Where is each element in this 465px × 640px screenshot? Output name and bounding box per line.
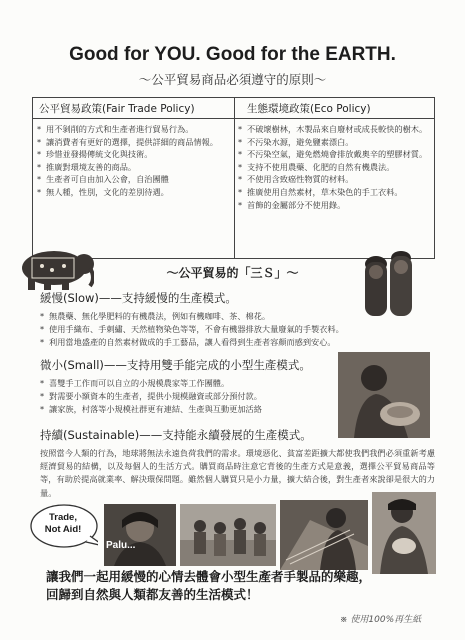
list-item: * 讓消費者有更好的選擇，提供詳細的商品情報。 xyxy=(37,136,231,149)
handwritten-note: ※ 使用100%再生紙 xyxy=(340,615,422,625)
list-item: * 無農藥、無化學肥料的有機農法，例如有機咖啡、茶、棉花。 xyxy=(40,310,344,323)
fair-trade-policy-heading: 公平貿易政策(Fair Trade Policy) xyxy=(39,103,195,115)
list-item: * 不使用含致癌性物質的材料。 xyxy=(238,173,433,186)
list-item: * 不破壞樹林，木製品來自廢材或成長較快的樹木。 xyxy=(238,123,433,136)
slogan xyxy=(46,568,426,604)
list-item: * 無人種，性別，文化的差別待遇。 xyxy=(37,186,231,199)
policy-table xyxy=(32,97,435,259)
sustainable-paragraph: 按照當今人類的行為，地球將無法永遠負荷我們的需求。環境惡化、貧富差距擴大都使我們我們必須重新考慮經濟貿易的結構，以及每個人的生活方式。購買商品時注意它背後的生產方式是意義，選擇公平貿易商品等等，有助於提高就業率、解決環保問題。雖然個人購買只是小力量，擴大結合後，對生產者來說卻是很大的力量。 xyxy=(40,448,435,498)
photo-caption: Palu... xyxy=(106,540,136,551)
list-item: * 不污染空氣，避免燃燒會排放戴奧辛的塑膠材質。 xyxy=(238,148,433,161)
list-item: * 生產者可自由加入公會，自治團體 xyxy=(37,173,231,186)
slogan-line-1: 讓我們一起用緩慢的心情去體會小型生產者手製品的樂趣， xyxy=(46,569,372,584)
page-subtitle: ～公平貿易商品必須遵守的原則～ xyxy=(138,72,327,87)
list-item: * 推廣對環境友善的商品。 xyxy=(37,161,231,174)
trade-not-aid-text: Trade, Not Aid! xyxy=(44,512,82,535)
list-item: * 推廣使用自然素材，草木染色的手工衣料。 xyxy=(238,186,433,199)
three-s-heading: ～公平貿易的「三Ｓ」～ xyxy=(166,266,299,280)
fair-trade-policy-list xyxy=(37,123,231,199)
list-item: * 對需要小額資本的生產者，提供小規模融資或部分預付款。 xyxy=(40,390,262,403)
eco-policy-heading: 生態環境政策(Eco Policy) xyxy=(247,103,371,115)
woman-portrait-photo xyxy=(104,504,176,566)
slow-heading: 緩慢(Slow)——支持緩慢的生產模式。 xyxy=(40,291,237,305)
table-divider-vertical xyxy=(234,98,235,258)
slogan-line-2: 回歸到自然與人類都友善的生活模式！ xyxy=(46,587,259,602)
table-divider-horizontal xyxy=(33,118,434,119)
sustainable-heading: 持續(Sustainable)——支持能永續發展的生產模式。 xyxy=(40,428,312,442)
list-item: * 首飾的金屬部分不使用錄。 xyxy=(238,199,433,212)
list-item: * 不污染水源，避免鹽素漂白。 xyxy=(238,136,433,149)
small-heading: 微小(Small)——支持用雙手能完成的小型生產模式。 xyxy=(40,358,311,372)
list-item: * 珍惜並發揚傳統文化與技術。 xyxy=(37,148,231,161)
list-item: * 支持不使用農藥、化肥的自然有機農法。 xyxy=(238,161,433,174)
artisan-photo xyxy=(338,352,430,438)
slow-list xyxy=(40,310,344,349)
list-item: * 讓家族，村落等小規模社群更有連結、生產與互動更加活絡 xyxy=(40,403,262,416)
weaver-photo xyxy=(280,500,368,570)
group-photo xyxy=(180,504,276,566)
page-title: Good for YOU. Good for the EARTH. xyxy=(69,44,396,65)
list-item: * 使用手織布、手刺繡、天然植物染色等等，不會有機器排放大量廢氣的手製衣料。 xyxy=(40,323,344,336)
dolls-photo xyxy=(356,244,420,320)
list-item: * 利用當地盛產的自然素材做成的手工藝品，讓人看得到生產者容顏而感到安心。 xyxy=(40,336,344,349)
list-item: * 用不剝削的方式和生產者進行貿易行為。 xyxy=(37,123,231,136)
eco-policy-list xyxy=(238,123,433,211)
knitting-woman-photo xyxy=(372,492,436,574)
small-list xyxy=(40,377,262,416)
list-item: * 喜雙手工作而可以自立的小規模農家等工作團體。 xyxy=(40,377,262,390)
